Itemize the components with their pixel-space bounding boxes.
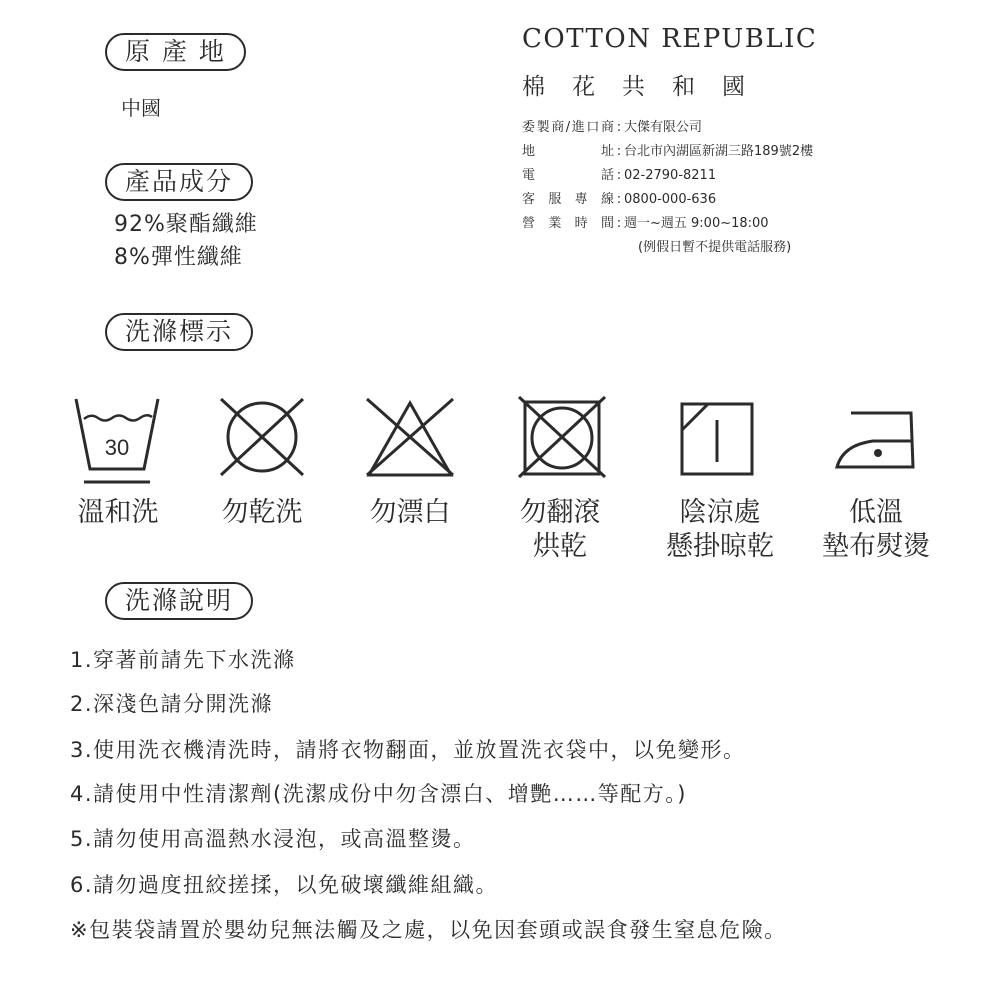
care-label: 勿乾洗 (221, 497, 303, 528)
do-not-tumble-dry-icon (515, 395, 609, 479)
composition-title: 產品成分 (105, 163, 253, 201)
info-label: 委製商/進口商 (522, 120, 614, 135)
instruction-item: 2.深淺色請分開洗滌 (70, 692, 274, 716)
info-label: 電話 (522, 168, 614, 183)
care-label: 勿翻滾 烘乾 (519, 497, 601, 562)
info-row-address: 地址 : 台北市內湖區新湖三路189號2樓 (522, 140, 813, 159)
care-label: 勿漂白 (369, 497, 451, 528)
service-note: (例假日暫不提供電話服務) (638, 240, 792, 255)
care-label: 溫和洗 (77, 497, 159, 528)
info-value: 0800-000-636 (624, 192, 717, 207)
info-value: 大傑有限公司 (624, 120, 703, 135)
info-value: 02-2790-8211 (624, 168, 717, 183)
care-label: 陰涼處 懸掛晾乾 (666, 497, 774, 562)
iron-low-heat-icon (833, 405, 919, 473)
instructions-title: 洗滌說明 (105, 582, 253, 620)
care-label: 低溫 墊布熨燙 (822, 497, 930, 562)
instruction-item: 4.請使用中性清潔劑(洗潔成份中勿含漂白、增艷……等配方。) (70, 782, 687, 806)
composition-line: 92%聚酯纖維 (114, 212, 258, 237)
instruction-item: 5.請勿使用高溫熱水浸泡，或高溫整燙。 (70, 827, 476, 851)
wash-temperature: 30 (104, 435, 130, 460)
info-value: 台北市內湖區新湖三路189號2樓 (624, 144, 814, 159)
wash-30-gentle-icon (70, 395, 164, 489)
do-not-dry-clean-icon (215, 395, 309, 479)
line-dry-in-shade-icon (678, 400, 756, 478)
care-title: 洗滌標示 (105, 313, 253, 351)
composition-line: 8%彈性纖維 (114, 245, 243, 270)
do-not-bleach-icon (363, 395, 457, 479)
info-label: 客服專線 (522, 192, 614, 207)
safety-warning: ※包裝袋請置於嬰幼兒無法觸及之處，以免因套頭或誤食發生窒息危險。 (70, 918, 787, 942)
info-label: 地址 (522, 144, 614, 159)
info-value: 週一~週五 9:00~18:00 (624, 216, 769, 231)
info-row-phone: 電話 : 02-2790-8211 (522, 164, 716, 183)
origin-title: 原 產 地 (105, 33, 246, 71)
instruction-item: 3.使用洗衣機清洗時，請將衣物翻面，並放置洗衣袋中，以免變形。 (70, 738, 746, 762)
origin-value: 中國 (121, 96, 161, 120)
instruction-item: 1.穿著前請先下水洗滌 (70, 648, 296, 672)
info-label: 營業時間 (522, 216, 614, 231)
info-row-hotline: 客服專線 : 0800-000-636 (522, 188, 716, 207)
info-row-importer: 委製商/進口商 : 大傑有限公司 (522, 116, 702, 135)
brand-name-zh: 棉花共和國 (522, 74, 772, 100)
info-row-hours: 營業時間 : 週一~週五 9:00~18:00 (522, 212, 769, 231)
instruction-item: 6.請勿過度扭絞搓揉，以免破壞纖維組織。 (70, 873, 499, 897)
brand-name-en: COTTON REPUBLIC (522, 24, 818, 54)
